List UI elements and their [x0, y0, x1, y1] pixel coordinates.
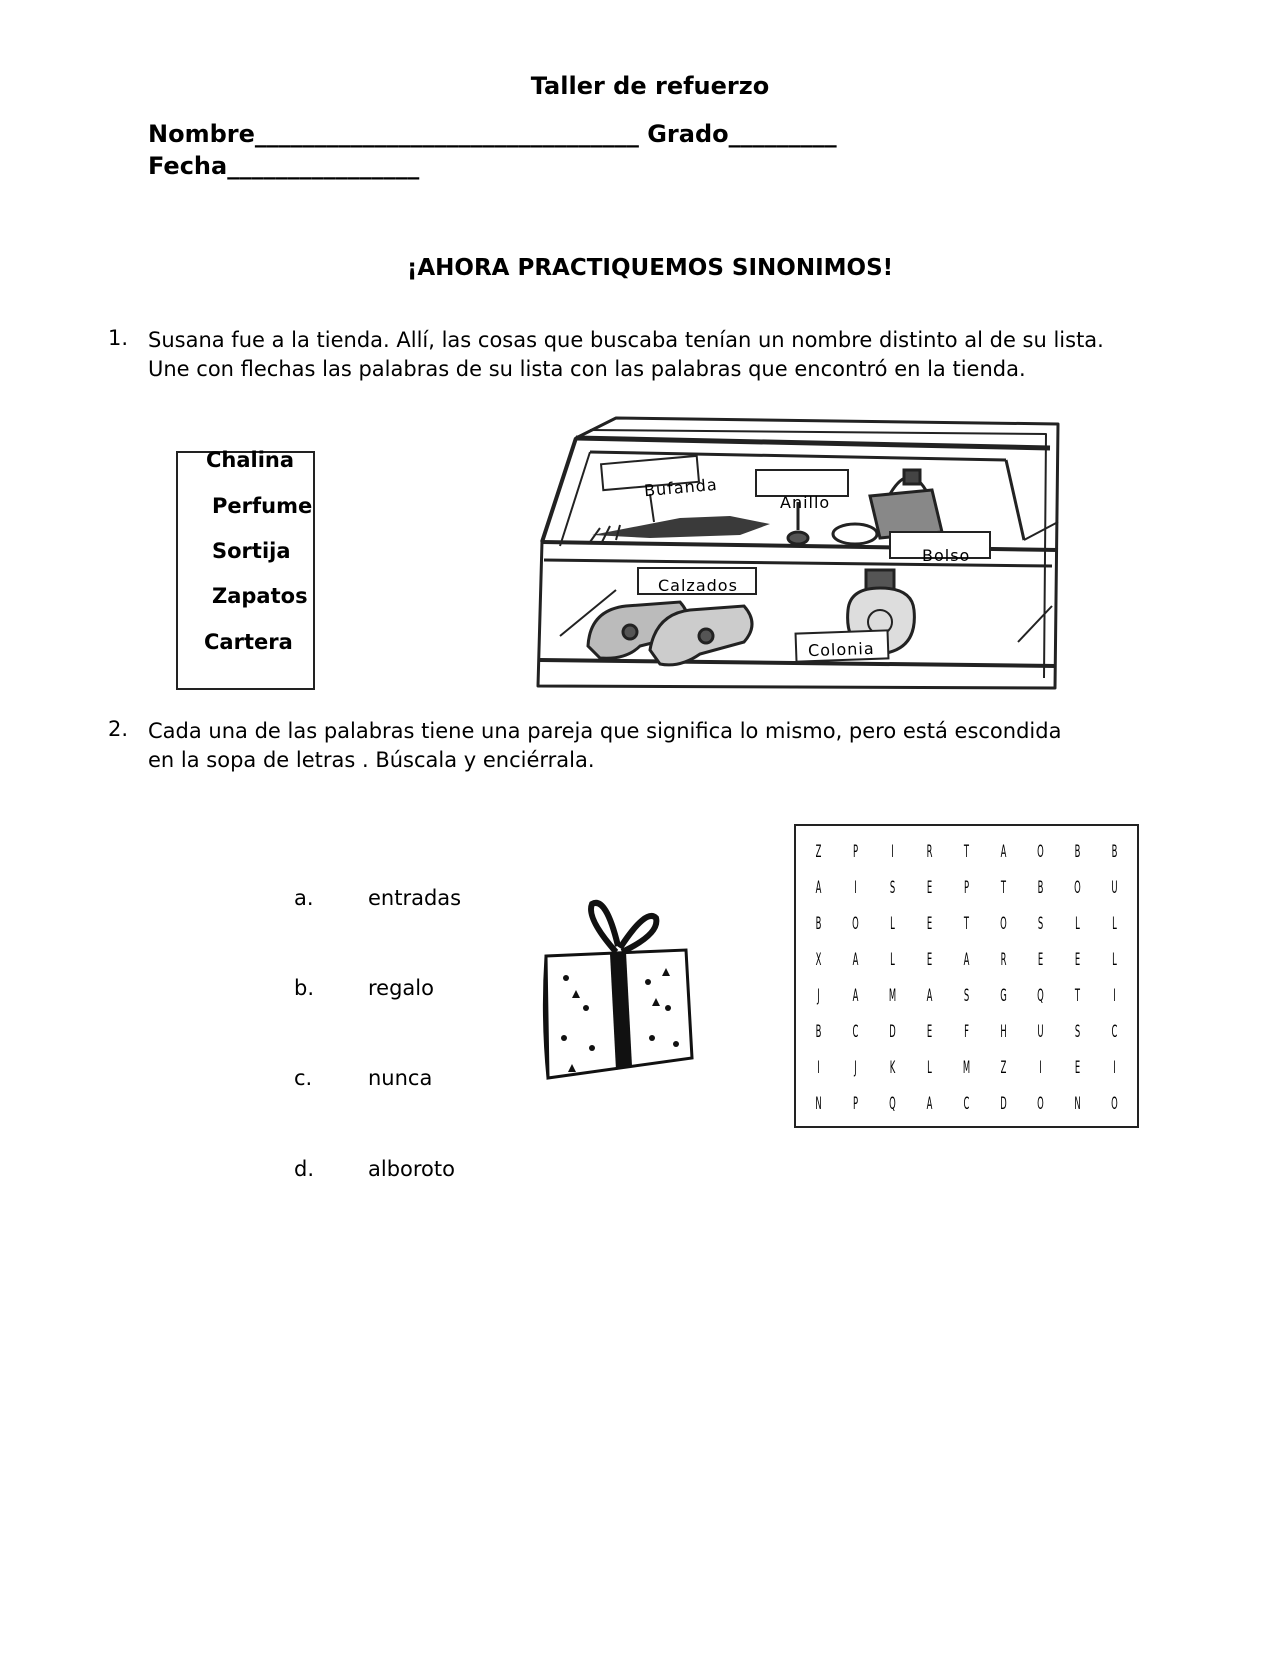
word-search-letter: B — [1037, 878, 1044, 898]
label-bufanda: Bufanda — [643, 474, 719, 501]
shoes-drawing — [588, 602, 752, 665]
list-word-cartera: Cartera — [204, 630, 293, 654]
word-search-letter: T — [963, 914, 970, 934]
word-search-letter: O — [1037, 1094, 1044, 1114]
word-search-letter: Z — [1000, 1058, 1007, 1078]
word-search-letter: X — [815, 950, 822, 970]
word-search-letter: F — [964, 1022, 969, 1042]
word-search-letter: P — [852, 842, 859, 862]
word-search-letter: A — [1000, 842, 1007, 862]
question-2-text-line-1: Cada una de las palabras tiene una pareja que significa lo mismo, pero está escondida — [148, 719, 1062, 743]
word-search-letter: U — [1111, 878, 1118, 898]
word-search-letter: L — [1075, 914, 1080, 934]
word-search-letter: S — [1037, 914, 1044, 934]
word-search-letter: S — [963, 986, 970, 1006]
word-search-letter: I — [817, 1058, 820, 1078]
question-1-text-line-1: Susana fue a la tienda. Allí, las cosas que buscaba tenían un nombre distinto al de su lista. — [148, 328, 1104, 352]
label-calzados: Calzados — [658, 576, 738, 595]
label-bolso: Bolso — [922, 546, 971, 565]
label-colonia: Colonia — [807, 638, 875, 661]
word-search-letter: O — [852, 914, 859, 934]
word-search-letter: D — [1000, 1094, 1007, 1114]
word-search-letter: N — [815, 1094, 822, 1114]
word-search-letter: R — [926, 842, 933, 862]
word-search-letter: J — [854, 1058, 857, 1078]
word-search-letter: L — [927, 1058, 932, 1078]
word-search-letter: P — [963, 878, 970, 898]
word-search-letter: A — [926, 986, 933, 1006]
option-d-letter: d. — [294, 1157, 315, 1181]
label-anillo: Anillo — [780, 493, 831, 512]
word-search-letter: O — [1111, 1094, 1118, 1114]
word-search-letter: E — [1074, 1058, 1081, 1078]
word-search-letter: I — [891, 842, 894, 862]
word-search-letter: M — [962, 1058, 971, 1078]
scarf-drawing — [590, 494, 770, 542]
word-search-letter: E — [1074, 950, 1081, 970]
word-search-letter: H — [1000, 1022, 1007, 1042]
word-search-letter: L — [890, 950, 895, 970]
gift-bow — [591, 903, 656, 952]
word-search-letter: P — [852, 1094, 859, 1114]
question-2-text-line-2: en la sopa de letras . Búscala y enciérrala. — [148, 748, 595, 772]
word-search-letter: A — [926, 1094, 933, 1114]
gift-box-illustration — [536, 898, 696, 1088]
word-search-letter: U — [1037, 1022, 1044, 1042]
shop-display-case-illustration — [530, 410, 1070, 700]
word-search-letter: L — [890, 914, 895, 934]
word-search-letter: O — [1000, 914, 1007, 934]
page-title: Taller de refuerzo — [530, 72, 770, 100]
question-1-number: 1. — [108, 326, 129, 350]
list-word-sortija: Sortija — [212, 539, 291, 563]
word-search-letter: O — [1074, 878, 1081, 898]
option-c-word: nunca — [368, 1066, 433, 1090]
date-line: Fecha________________ — [148, 152, 420, 180]
list-word-chalina: Chalina — [206, 448, 295, 472]
word-search-letter: Q — [889, 1094, 896, 1114]
word-search-letter: A — [852, 986, 859, 1006]
word-search-letter: Q — [1037, 986, 1044, 1006]
word-list-box — [176, 451, 315, 690]
option-b-letter: b. — [294, 976, 315, 1000]
word-search-letter: L — [1112, 914, 1117, 934]
section-heading: ¡AHORA PRACTIQUEMOS SINONIMOS! — [406, 255, 894, 281]
list-word-zapatos: Zapatos — [212, 584, 308, 608]
word-search-letter: C — [852, 1022, 859, 1042]
word-search-letter: C — [963, 1094, 970, 1114]
word-search-letter: L — [1112, 950, 1117, 970]
word-search-letter: D — [889, 1022, 896, 1042]
word-search-letter: E — [926, 878, 933, 898]
word-search-letter: T — [1000, 878, 1007, 898]
option-c-letter: c. — [294, 1066, 313, 1090]
option-d-word: alboroto — [368, 1157, 455, 1181]
word-search-letter: S — [1074, 1022, 1081, 1042]
question-2-number: 2. — [108, 717, 129, 741]
word-search-letter: E — [1037, 950, 1044, 970]
word-search-letter: A — [852, 950, 859, 970]
option-b-word: regalo — [368, 976, 434, 1000]
word-search-letter: B — [815, 914, 822, 934]
word-search-letter: B — [815, 1022, 822, 1042]
word-search-letter: B — [1074, 842, 1081, 862]
word-search-letter: K — [889, 1058, 896, 1078]
word-search-grid — [794, 824, 1139, 1128]
word-search-letter: A — [963, 950, 970, 970]
word-search-letter: I — [1039, 1058, 1042, 1078]
option-a-word: entradas — [368, 886, 462, 910]
list-word-perfume: Perfume — [212, 494, 313, 518]
word-search-letter: I — [854, 878, 857, 898]
word-search-letter: E — [926, 950, 933, 970]
word-search-letter: T — [963, 842, 970, 862]
word-search-letter: J — [817, 986, 820, 1006]
word-search-letter: M — [888, 986, 897, 1006]
word-search-letter: B — [1111, 842, 1118, 862]
word-search-letter: N — [1074, 1094, 1081, 1114]
name-grade-line: Nombre________________________________ Grado_________ — [148, 120, 837, 148]
word-search-letter: A — [815, 878, 822, 898]
word-search-letter: C — [1111, 1022, 1118, 1042]
word-search-letter: E — [926, 914, 933, 934]
word-search-letter: R — [1000, 950, 1007, 970]
word-search-letter: E — [926, 1022, 933, 1042]
word-search-letter: S — [889, 878, 896, 898]
word-search-letter: O — [1037, 842, 1044, 862]
question-1-text-line-2: Une con flechas las palabras de su lista con las palabras que encontró en la tienda. — [148, 357, 1026, 381]
word-search-letter: I — [1113, 986, 1116, 1006]
option-a-letter: a. — [294, 886, 314, 910]
word-search-letter: T — [1074, 986, 1081, 1006]
word-search-letter: G — [1000, 986, 1007, 1006]
word-search-letter: Z — [815, 842, 822, 862]
word-search-letter: I — [1113, 1058, 1116, 1078]
